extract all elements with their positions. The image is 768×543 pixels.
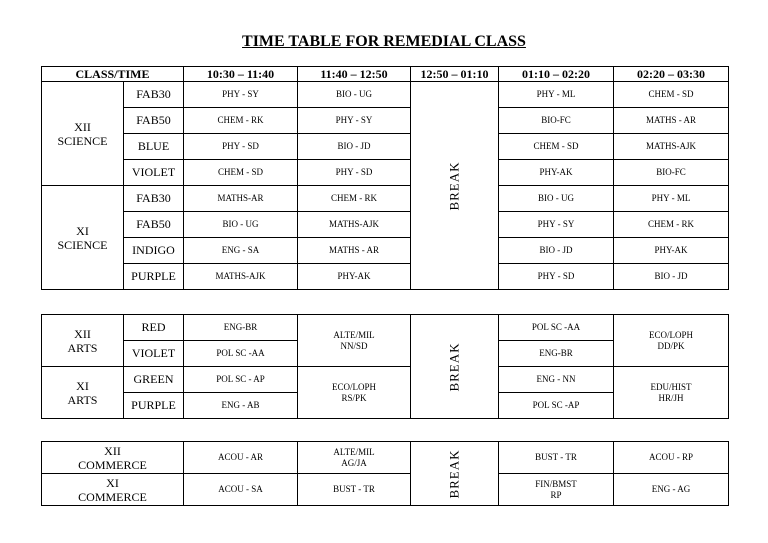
science-timetable xyxy=(41,66,729,290)
period-cell: ALTE/MIL AG/JA xyxy=(298,442,411,474)
section-label: INDIGO xyxy=(124,238,184,264)
period-cell: PHY - SD xyxy=(184,134,298,160)
class-time-header: CLASS/TIME xyxy=(42,67,184,82)
slot-header: 01:10 – 02:20 xyxy=(499,67,614,82)
table-row xyxy=(42,238,729,264)
period-cell: PHY - ML xyxy=(614,186,729,212)
period-cell: EDU/HIST HR/JH xyxy=(614,367,729,419)
period-cell: POL SC - AP xyxy=(184,367,298,393)
period-cell: PHY-AK xyxy=(298,264,411,290)
period-cell: BIO - UG xyxy=(499,186,614,212)
period-cell: MATHS-AJK xyxy=(184,264,298,290)
period-cell: PHY - SD xyxy=(298,160,411,186)
period-cell: POL SC -AP xyxy=(499,393,614,419)
period-cell: POL SC -AA xyxy=(184,341,298,367)
period-cell: MATHS-AJK xyxy=(298,212,411,238)
period-cell: BUST - TR xyxy=(499,442,614,474)
period-cell: BIO - JD xyxy=(499,238,614,264)
period-cell: ENG-BR xyxy=(499,341,614,367)
period-cell: BIO-FC xyxy=(499,108,614,134)
page-title: TIME TABLE FOR REMEDIAL CLASS xyxy=(242,33,526,50)
period-cell: PHY - SD xyxy=(499,264,614,290)
table-row xyxy=(42,315,729,341)
period-cell: PHY-AK xyxy=(499,160,614,186)
break-cell: BREAK xyxy=(411,82,499,290)
period-cell: ENG - AB xyxy=(184,393,298,419)
table-row xyxy=(42,212,729,238)
period-cell: BUST - TR xyxy=(298,474,411,506)
period-cell: ACOU - RP xyxy=(614,442,729,474)
period-cell: MATHS - AR xyxy=(614,108,729,134)
period-cell: POL SC -AA xyxy=(499,315,614,341)
table-row xyxy=(42,108,729,134)
period-cell: ENG-BR xyxy=(184,315,298,341)
period-cell: BIO - JD xyxy=(298,134,411,160)
period-cell: ACOU - AR xyxy=(184,442,298,474)
period-cell: CHEM - RK xyxy=(298,186,411,212)
period-cell: BIO - UG xyxy=(298,82,411,108)
period-cell: BIO-FC xyxy=(614,160,729,186)
slot-header: 12:50 – 01:10 xyxy=(411,67,499,82)
break-cell: BREAK xyxy=(411,315,499,419)
period-cell: ENG - SA xyxy=(184,238,298,264)
period-cell: CHEM - SD xyxy=(614,82,729,108)
section-label: VIOLET xyxy=(124,160,184,186)
class-label: XII COMMERCE xyxy=(42,442,184,474)
class-label: XI COMMERCE xyxy=(42,474,184,506)
period-cell: PHY-AK xyxy=(614,238,729,264)
class-label: XI SCIENCE xyxy=(42,186,124,290)
table-row xyxy=(42,367,729,393)
period-cell: PHY - SY xyxy=(298,108,411,134)
period-cell: PHY - SY xyxy=(184,82,298,108)
table-row xyxy=(42,474,729,506)
period-cell: MATHS-AJK xyxy=(614,134,729,160)
period-cell: ACOU - SA xyxy=(184,474,298,506)
slot-header: 10:30 – 11:40 xyxy=(184,67,298,82)
period-cell: CHEM - RK xyxy=(184,108,298,134)
header-row xyxy=(42,67,729,82)
section-label: PURPLE xyxy=(124,264,184,290)
table-row xyxy=(42,134,729,160)
arts-timetable xyxy=(41,314,729,419)
period-cell: BIO - UG xyxy=(184,212,298,238)
period-cell: BIO - JD xyxy=(614,264,729,290)
period-cell: ECO/LOPH DD/PK xyxy=(614,315,729,367)
slot-header: 11:40 – 12:50 xyxy=(298,67,411,82)
section-label: GREEN xyxy=(124,367,184,393)
period-cell: FIN/BMST RP xyxy=(499,474,614,506)
period-cell: CHEM - RK xyxy=(614,212,729,238)
section-label: FAB30 xyxy=(124,82,184,108)
period-cell: PHY - SY xyxy=(499,212,614,238)
period-cell: ENG - AG xyxy=(614,474,729,506)
class-label: XI ARTS xyxy=(42,367,124,419)
section-label: BLUE xyxy=(124,134,184,160)
table-row xyxy=(42,186,729,212)
slot-header: 02:20 – 03:30 xyxy=(614,67,729,82)
period-cell: MATHS-AR xyxy=(184,186,298,212)
table-row xyxy=(42,160,729,186)
section-label: VIOLET xyxy=(124,341,184,367)
period-cell: PHY - ML xyxy=(499,82,614,108)
period-cell: MATHS - AR xyxy=(298,238,411,264)
class-label: XII ARTS xyxy=(42,315,124,367)
period-cell: ALTE/MIL NN/SD xyxy=(298,315,411,367)
class-label: XII SCIENCE xyxy=(42,82,124,186)
table-row xyxy=(42,264,729,290)
break-cell: BREAK xyxy=(411,442,499,506)
period-cell: ECO/LOPH RS/PK xyxy=(298,367,411,419)
section-label: FAB50 xyxy=(124,108,184,134)
section-label: PURPLE xyxy=(124,393,184,419)
section-label: RED xyxy=(124,315,184,341)
table-row xyxy=(42,82,729,108)
table-row xyxy=(42,442,729,474)
section-label: FAB50 xyxy=(124,212,184,238)
period-cell: CHEM - SD xyxy=(184,160,298,186)
section-label: FAB30 xyxy=(124,186,184,212)
commerce-timetable xyxy=(41,441,729,506)
period-cell: CHEM - SD xyxy=(499,134,614,160)
period-cell: ENG - NN xyxy=(499,367,614,393)
